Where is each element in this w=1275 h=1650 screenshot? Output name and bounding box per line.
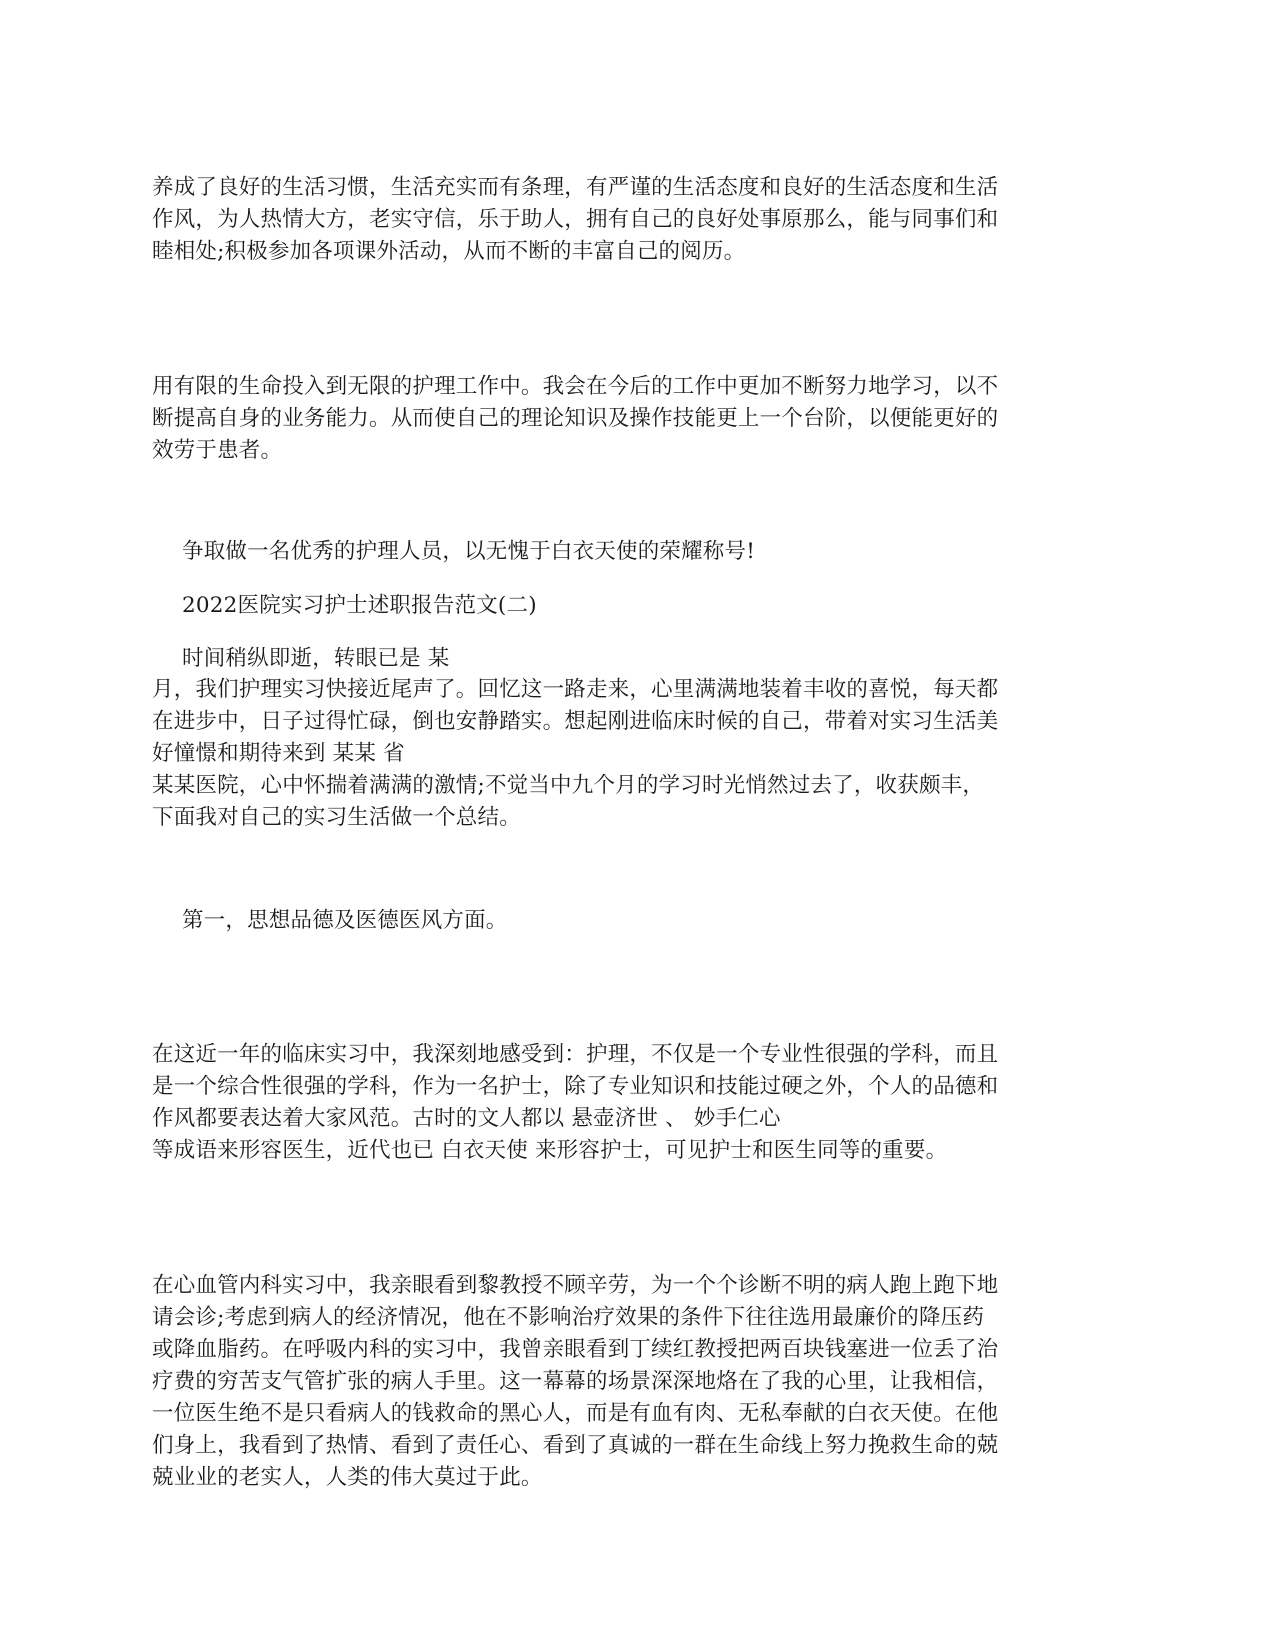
- paragraph-8-line-4: 疗费的穷苦支气管扩张的病人手里。这一幕幕的场景深深地烙在了我的心里，让我相信，: [152, 1369, 999, 1394]
- paragraph-8-line-6: 们身上，我看到了热情、看到了责任心、看到了真诚的一群在生命线上努力挽救生命的兢: [152, 1433, 999, 1458]
- paragraph-5-line-2: 月，我们护理实习快接近尾声了。回忆这一路走来，心里满满地装着丰收的喜悦，每天都: [152, 677, 999, 702]
- paragraph-8-line-2: 请会诊;考虑到病人的经济情况，他在不影响治疗效果的条件下往往选用最廉价的降压药: [152, 1305, 985, 1330]
- paragraph-2-line-3: 效劳于患者。: [152, 438, 283, 463]
- paragraph-8-line-3: 或降血脂药。在呼吸内科的实习中，我曾亲眼看到丁续红教授把两百块钱塞进一位丢了治: [152, 1337, 999, 1362]
- paragraph-5-line-3: 在进步中，日子过得忙碌，倒也安静踏实。想起刚进临床时候的自己，带着对实习生活美: [152, 709, 999, 734]
- paragraph-7-line-1: 在这近一年的临床实习中，我深刻地感受到：护理，不仅是一个专业性很强的学科，而且: [152, 1042, 999, 1067]
- paragraph-8-line-5: 一位医生绝不是只看病人的钱救命的黑心人，而是有血有肉、无私奉献的白衣天使。在他: [152, 1401, 999, 1426]
- paragraph-8-line-1: 在心血管内科实习中，我亲眼看到黎教授不顾辛劳，为一个个诊断不明的病人跑上跑下地: [152, 1273, 999, 1298]
- paragraph-7-line-4: 等成语来形容医生，近代也已 白衣天使 来形容护士，可见护士和医生同等的重要。: [152, 1138, 948, 1163]
- paragraph-1-line-1: 养成了良好的生活习惯，生活充实而有条理，有严谨的生活态度和良好的生活态度和生活: [152, 175, 999, 200]
- paragraph-2-line-2: 断提高自身的业务能力。从而使自己的理论知识及操作技能更上一个台阶，以便能更好的: [152, 406, 999, 431]
- paragraph-6-line-1: 第一，思想品德及医德医风方面。: [182, 908, 508, 933]
- paragraph-2-line-1: 用有限的生命投入到无限的护理工作中。我会在今后的工作中更加不断努力地学习，以不: [152, 374, 999, 399]
- paragraph-5-line-4: 好憧憬和期待来到 某某 省: [152, 741, 405, 766]
- paragraph-1-line-3: 睦相处;积极参加各项课外活动，从而不断的丰富自己的阅历。: [152, 239, 746, 264]
- paragraph-5-line-1: 时间稍纵即逝，转眼已是 某: [182, 646, 450, 671]
- paragraph-8-line-7: 兢业业的老实人，人类的伟大莫过于此。: [152, 1465, 543, 1490]
- paragraph-3-line-1: 争取做一名优秀的护理人员，以无愧于白衣天使的荣耀称号!: [182, 539, 756, 564]
- paragraph-1-line-2: 作风，为人热情大方，老实守信，乐于助人，拥有自己的良好处事原那么，能与同事们和: [152, 207, 999, 232]
- paragraph-7-line-3: 作风都要表达着大家风范。古时的文人都以 悬壶济世 、 妙手仁心: [152, 1106, 781, 1131]
- paragraph-5-line-5: 某某医院，心中怀揣着满满的激情;不觉当中九个月的学习时光悄然过去了，收获颇丰，: [152, 773, 985, 798]
- section-heading: 2022医院实习护士述职报告范文(二): [182, 593, 537, 618]
- paragraph-7-line-2: 是一个综合性很强的学科，作为一名护士，除了专业知识和技能过硬之外，个人的品德和: [152, 1074, 999, 1099]
- paragraph-5-line-6: 下面我对自己的实习生活做一个总结。: [152, 805, 521, 830]
